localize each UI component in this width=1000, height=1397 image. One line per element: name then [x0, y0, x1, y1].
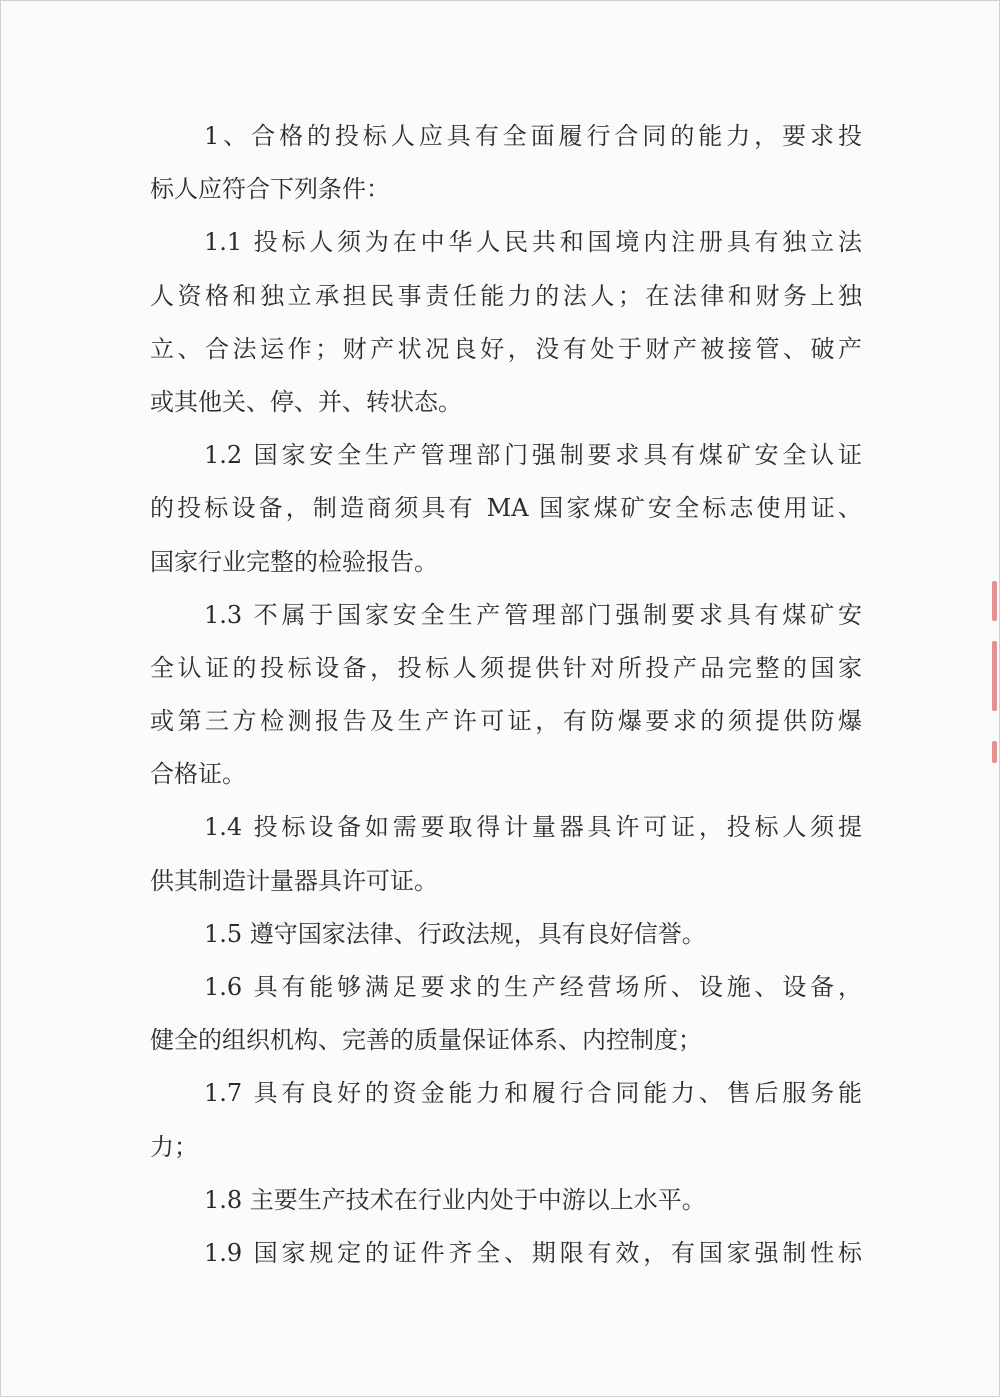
text-line: 1.8 主要生产技术在行业内处于中游以上水平。	[204, 1185, 706, 1214]
text-line: 健全的组织机构、完善的质量保证体系、内控制度；	[150, 1026, 702, 1055]
seal-edge-mark	[992, 641, 997, 711]
text-line: 的投标设备，制造商须具有 MA 国家煤矿安全标志使用证、	[150, 494, 862, 523]
document-body	[150, 110, 862, 1280]
seal-edge-mark	[992, 581, 997, 621]
text-line: 人资格和独立承担民事责任能力的法人；在法律和财务上独	[150, 281, 862, 310]
text-line: 1.1 投标人须为在中华人民共和国境内注册具有独立法	[204, 228, 862, 257]
text-line: 1.6 具有能够满足要求的生产经营场所、设施、设备，	[204, 973, 862, 1001]
text-line: 1.3 不属于国家安全生产管理部门强制要求具有煤矿安	[204, 600, 862, 629]
seal-edge-mark	[992, 741, 997, 763]
text-line: 力；	[150, 1132, 198, 1161]
text-line: 供其制造计量器具许可证。	[150, 866, 438, 895]
text-line: 或其他关、停、并、转状态。	[150, 387, 462, 416]
text-line: 全认证的投标设备，投标人须提供针对所投产品完整的国家	[150, 653, 862, 682]
text-line: 立、合法运作；财产状况良好，没有处于财产被接管、破产	[150, 334, 862, 363]
text-line: 1、合格的投标人应具有全面履行合同的能力，要求投	[204, 122, 862, 150]
text-line: 1.9 国家规定的证件齐全、期限有效，有国家强制性标	[204, 1238, 862, 1267]
text-line: 1.5 遵守国家法律、行政法规，具有良好信誉。	[204, 919, 706, 948]
text-line: 合格证。	[150, 760, 246, 789]
text-line: 1.7 具有良好的资金能力和履行合同能力、售后服务能	[204, 1079, 862, 1108]
text-line: 标人应符合下列条件：	[150, 175, 390, 204]
text-line: 或第三方检测报告及生产许可证，有防爆要求的须提供防爆	[150, 707, 862, 736]
text-line: 1.2 国家安全生产管理部门强制要求具有煤矿安全认证	[204, 441, 862, 470]
text-line: 国家行业完整的检验报告。	[150, 547, 438, 576]
text-line: 1.4 投标设备如需要取得计量器具许可证，投标人须提	[204, 813, 862, 842]
